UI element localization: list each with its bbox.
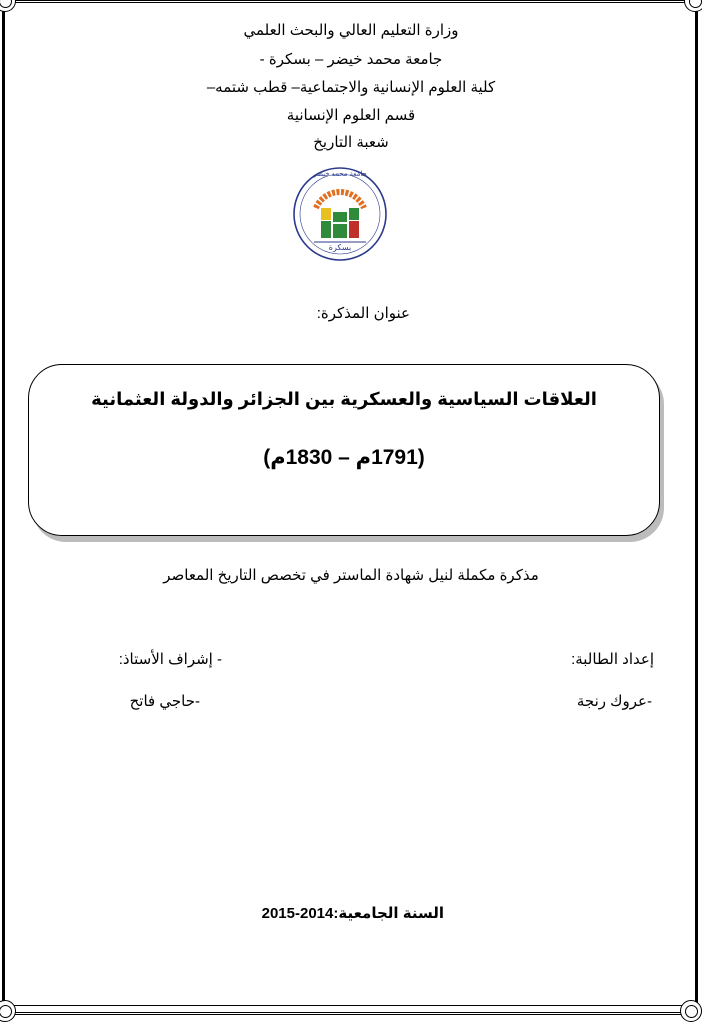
academic-year: السنة الجامعية:2014-2015 [261,905,444,922]
logo-bottom-text: بسكرة [328,243,352,252]
student-name: -عروك رنجة [576,693,652,710]
university-line: جامعة محمد خيضر – بسكرة - [259,51,443,68]
border-inner-line [11,1005,689,1006]
faculty-line: كلية العلوم الإنسانية والاجتماعية– قطب شتمه– [206,79,496,96]
logo-arc-text: جامعة محمد خيضر [313,171,367,178]
memo-title: العلاقات السياسية والعسكرية بين الجزائر والدولة العثمانية [91,389,597,409]
student-label: إعداد الطالبة: [571,651,654,668]
section-line: شعبة التاريخ [313,134,389,151]
memo-subtitle: مذكرة مكملة لنيل شهادة الماستر في تخصص التاريخ المعاصر [163,567,539,584]
supervisor-name: -حاجي فاتح [129,693,200,710]
ministry-line: وزارة التعليم العالي والبحث العلمي [243,22,459,39]
memo-dates: (1791م – 1830م) [263,446,425,469]
department-line: قسم العلوم الإنسانية [286,107,416,124]
title-box [28,364,660,536]
supervisor-label: - إشراف الأستاذ: [118,651,222,668]
memo-title-label: عنوان المذكرة: [316,305,410,322]
